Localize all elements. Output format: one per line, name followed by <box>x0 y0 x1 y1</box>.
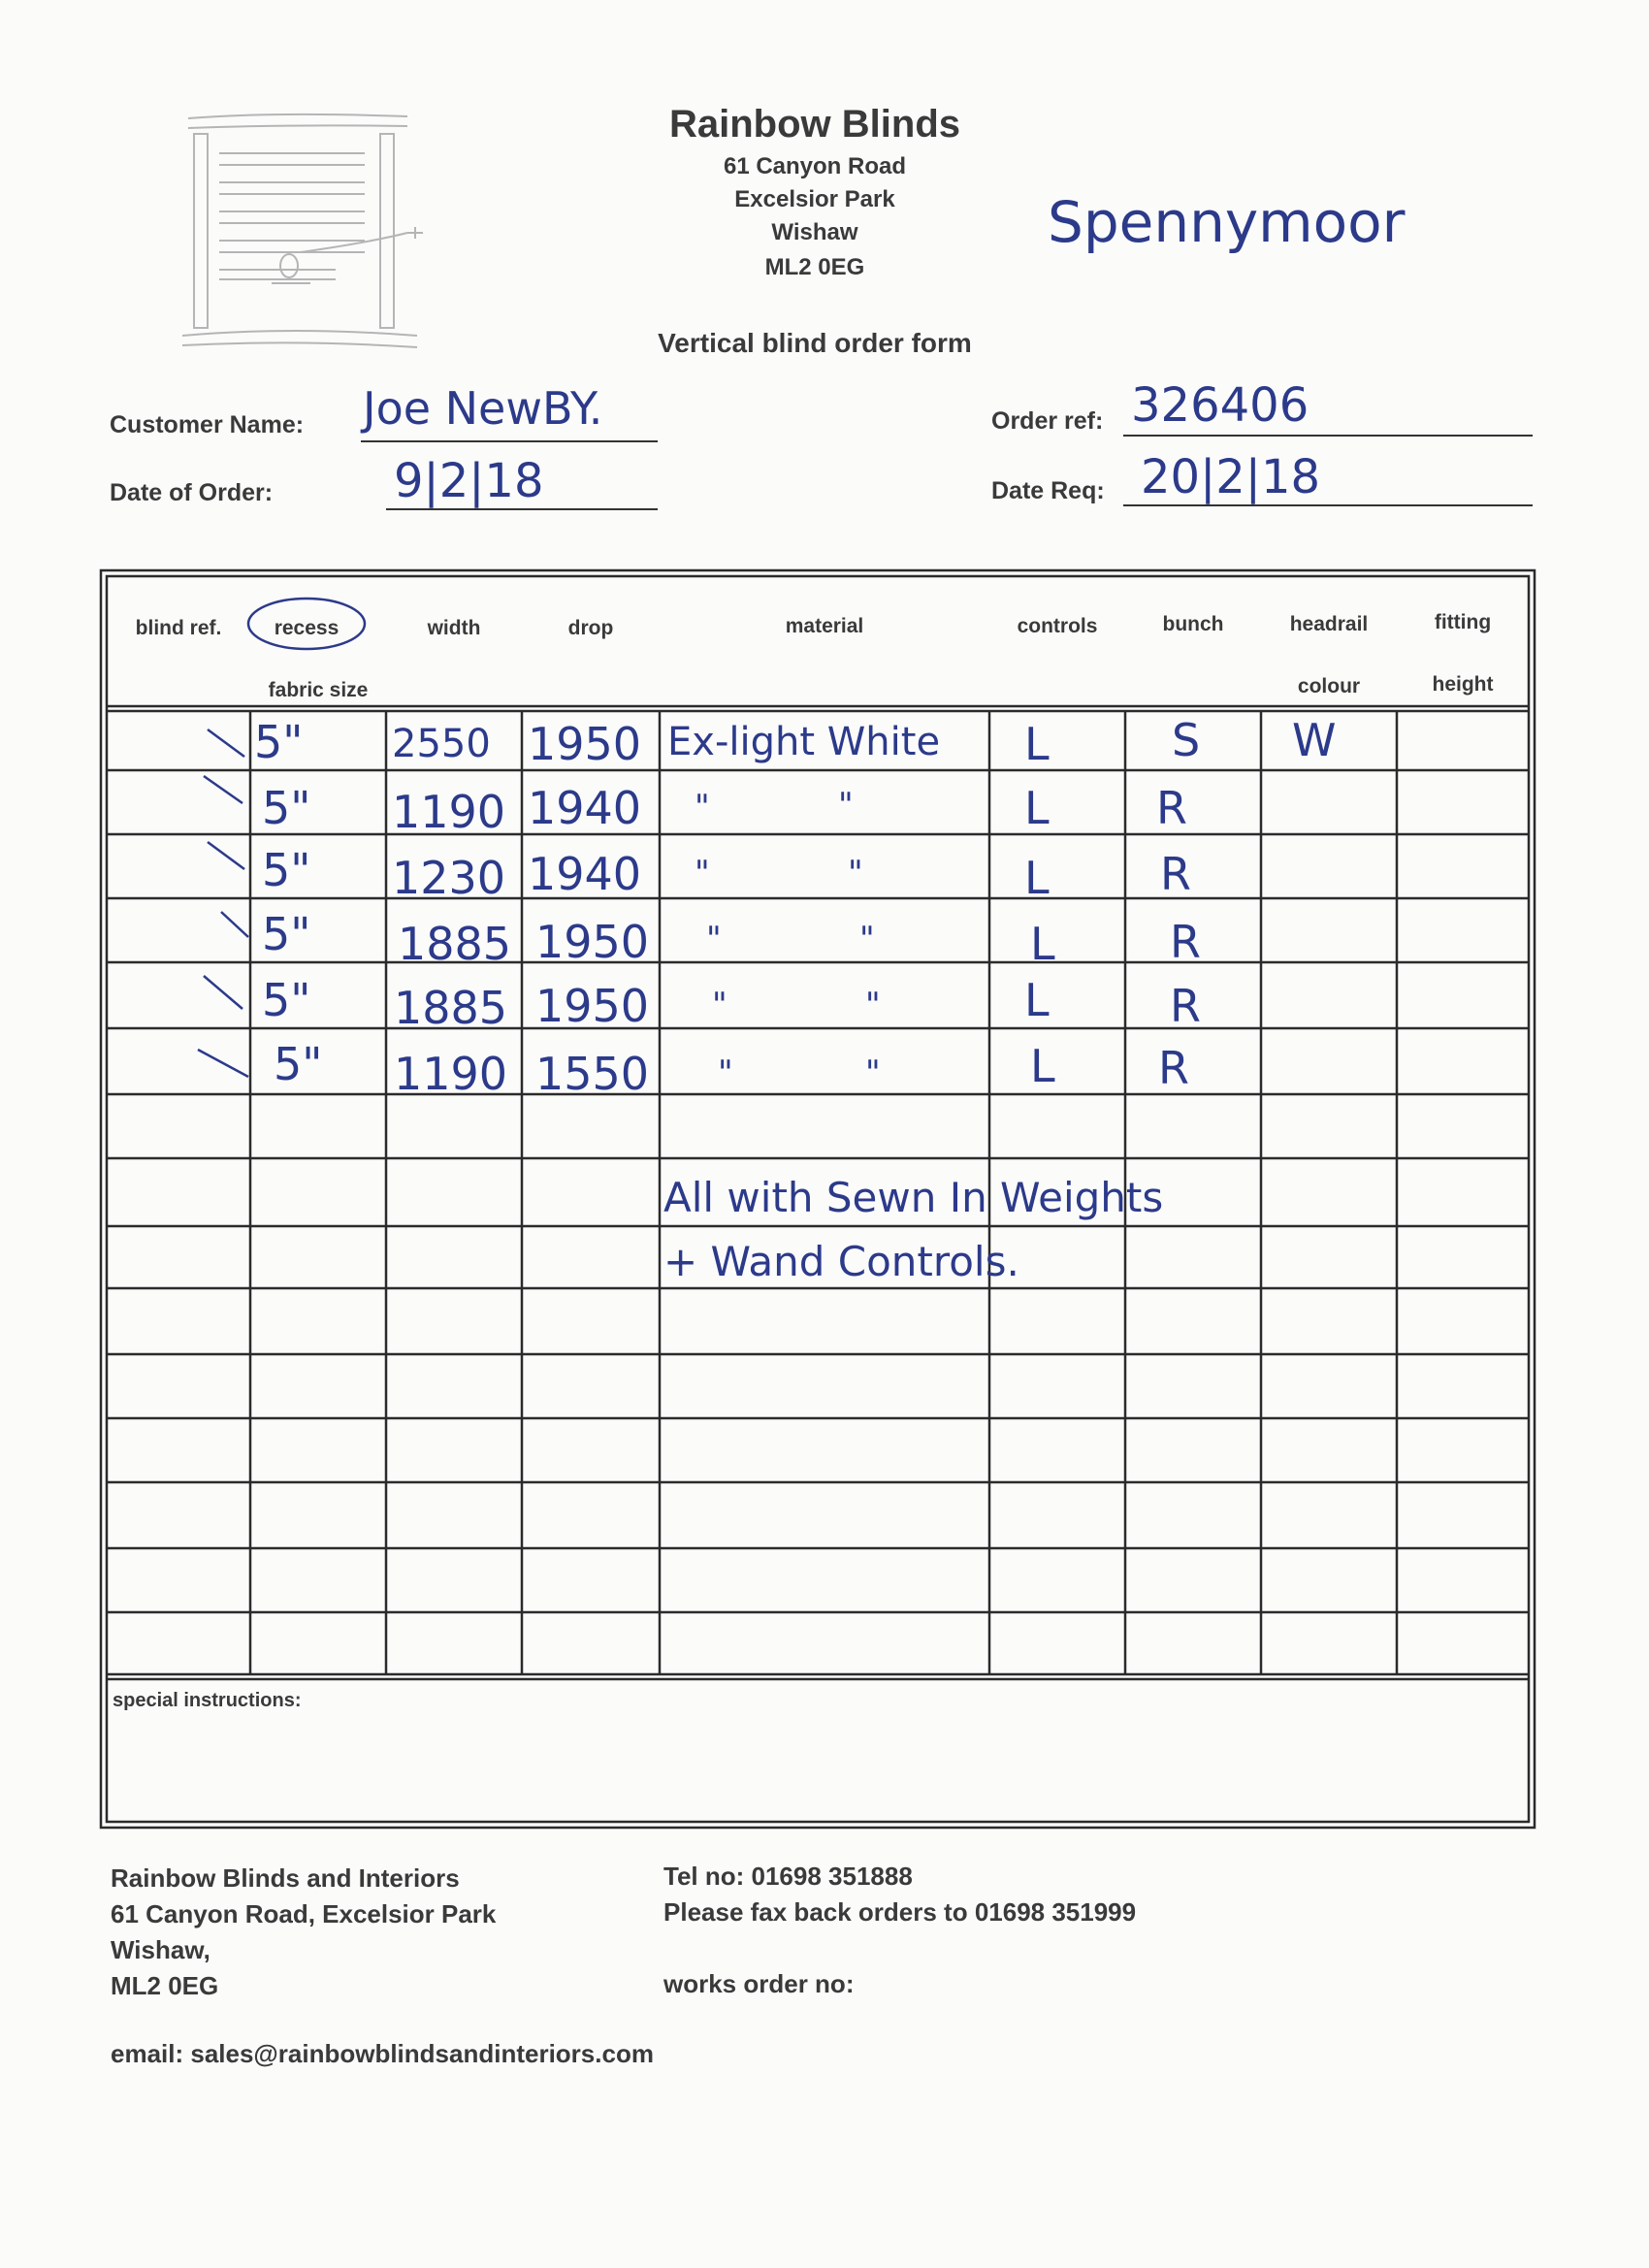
header-blind-ref: blind ref. <box>135 617 222 639</box>
row-2-material: " <box>695 788 710 826</box>
special-instructions-field[interactable] <box>113 1717 1519 1814</box>
row-3-controls: L <box>1024 852 1050 904</box>
header-width: width <box>427 617 481 639</box>
row-1-headrail: W <box>1292 714 1337 766</box>
row-6-bunch: R <box>1158 1042 1189 1094</box>
header-headrail: headrail <box>1289 613 1369 635</box>
customer-name-value: Joe NewBY. <box>363 382 603 435</box>
row-5-bunch: R <box>1170 980 1201 1032</box>
row-4-fabric: 5" <box>262 908 311 960</box>
footer-email[interactable]: email: sales@rainbowblindsandinteriors.com <box>111 2039 654 2068</box>
date-of-order-label: Date of Order: <box>110 479 274 506</box>
header-recess: recess <box>274 617 340 639</box>
row-1-material: Ex-light White <box>667 720 941 764</box>
date-req-label: Date Req: <box>991 477 1105 504</box>
row-4-width: 1885 <box>398 918 512 970</box>
form-title: Vertical blind order form <box>658 328 972 358</box>
address-line: 61 Canyon Road <box>723 153 907 179</box>
row-3-width: 1230 <box>392 852 506 904</box>
footer-address-line: ML2 0EG <box>111 1971 219 2000</box>
header-fitting: fitting <box>1434 611 1492 633</box>
order-ref-value: 326406 <box>1131 378 1310 433</box>
row-6-width: 1190 <box>394 1048 508 1100</box>
header-bunch: bunch <box>1162 613 1224 635</box>
row-2-width: 1190 <box>392 786 506 838</box>
row-2-material-ditto: " <box>838 786 854 825</box>
header-controls: controls <box>1017 615 1098 637</box>
row-1-bunch: S <box>1172 714 1201 766</box>
row-1-fabric: 5" <box>254 716 304 768</box>
row-5-fabric: 5" <box>262 974 311 1026</box>
company-title: Rainbow Blinds <box>669 103 960 146</box>
row-3-fabric: 5" <box>262 844 311 896</box>
address-line: ML2 0EG <box>764 254 865 280</box>
row-3-material: " <box>695 854 710 892</box>
footer-address-line: 61 Canyon Road, Excelsior Park <box>111 1899 497 1928</box>
row-1-drop: 1950 <box>528 718 642 770</box>
row-5-drop: 1950 <box>535 980 650 1032</box>
row-4-material-ditto: " <box>859 920 875 958</box>
date-of-order-value: 9|2|18 <box>394 454 544 508</box>
row-3-drop: 1940 <box>528 848 642 900</box>
note-line-1: All with Sewn In Weights <box>663 1174 1164 1221</box>
row-6-material-ditto: " <box>865 1053 881 1092</box>
footer-address-line: Wishaw, <box>111 1935 210 1964</box>
row-2-drop: 1940 <box>528 782 642 834</box>
row-1-width: 2550 <box>392 722 491 766</box>
special-instructions-label: special instructions: <box>113 1690 302 1711</box>
header-colour: colour <box>1297 675 1361 697</box>
row-6-fabric: 5" <box>274 1038 323 1090</box>
footer-fax: Please fax back orders to 01698 351999 <box>663 1897 1137 1927</box>
date-req-value: 20|2|18 <box>1141 450 1321 504</box>
works-order-label: works order no: <box>663 1969 855 1998</box>
address-line: Wishaw <box>771 219 858 245</box>
row-2-bunch: R <box>1156 782 1187 834</box>
row-4-material: " <box>706 920 722 958</box>
row-6-controls: L <box>1030 1040 1055 1092</box>
order-ref-label: Order ref: <box>991 407 1104 435</box>
footer-contact <box>663 1859 1136 1930</box>
customer-name-label: Customer Name: <box>110 411 305 438</box>
row-5-controls: L <box>1024 974 1050 1026</box>
row-5-material: " <box>712 986 728 1024</box>
row-4-bunch: R <box>1170 916 1201 968</box>
handwritten-location: Spennymoor <box>1048 189 1406 255</box>
row-4-controls: L <box>1030 918 1055 970</box>
row-2-fabric: 5" <box>262 782 311 834</box>
header-height: height <box>1432 673 1494 696</box>
header-fabric-size: fabric size <box>268 679 369 701</box>
note-line-2: + Wand Controls. <box>663 1238 1019 1285</box>
header-material: material <box>785 615 864 637</box>
footer-tel: Tel no: 01698 351888 <box>663 1862 913 1891</box>
row-5-width: 1885 <box>394 982 508 1034</box>
row-6-material: " <box>718 1053 733 1092</box>
footer-company: Rainbow Blinds and Interiors <box>111 1863 460 1893</box>
header-drop: drop <box>567 617 614 639</box>
row-4-drop: 1950 <box>535 916 650 968</box>
address-line: Excelsior Park <box>734 186 895 212</box>
footer-address <box>111 1861 496 2004</box>
row-3-material-ditto: " <box>848 854 863 892</box>
row-2-controls: L <box>1024 782 1050 834</box>
row-1-controls: L <box>1024 718 1050 770</box>
row-6-drop: 1550 <box>535 1048 650 1100</box>
row-3-bunch: R <box>1160 848 1191 900</box>
row-5-material-ditto: " <box>865 986 881 1024</box>
